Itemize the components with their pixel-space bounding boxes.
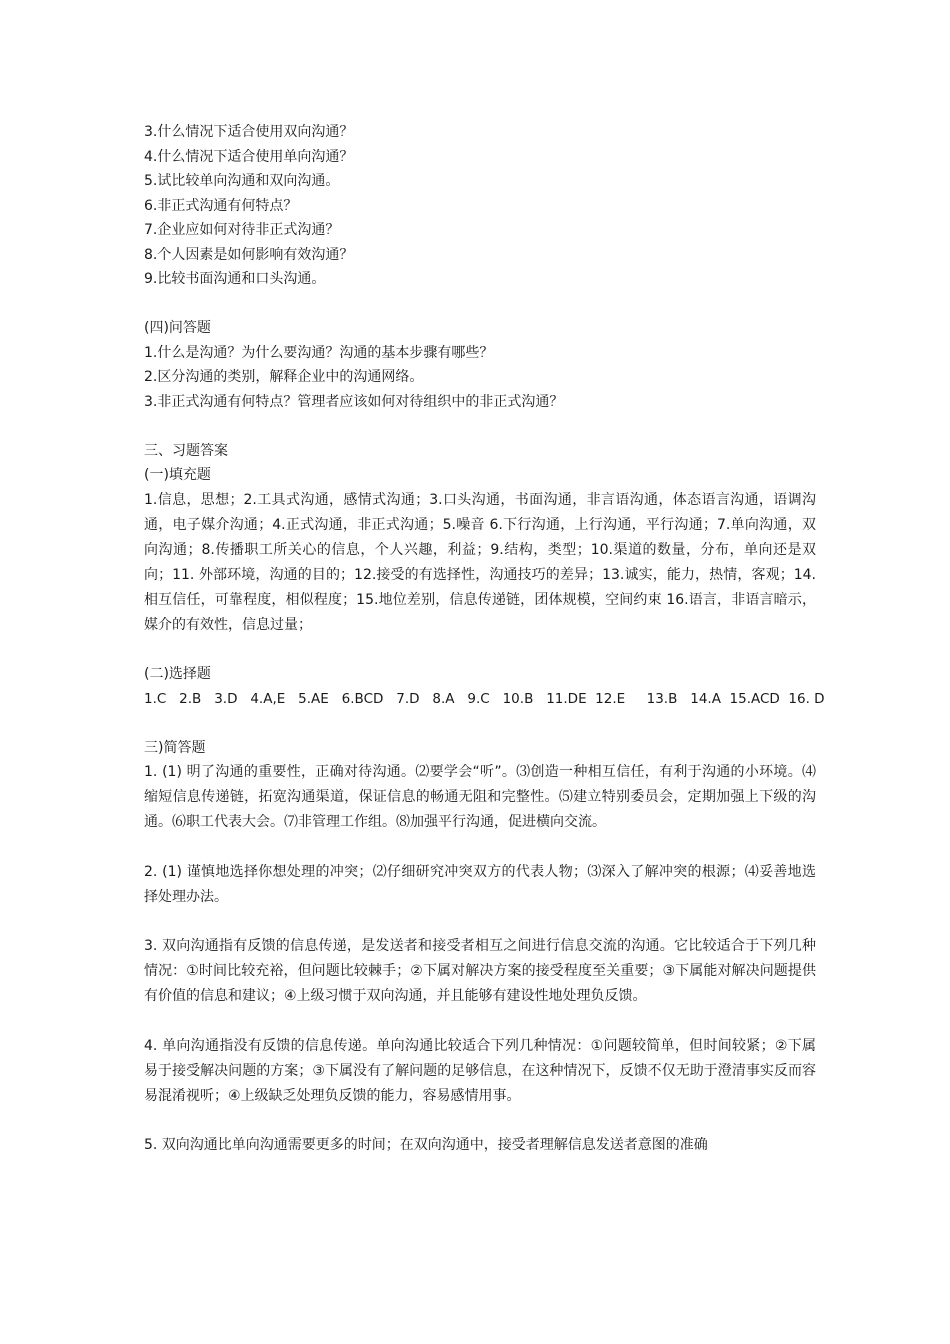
choice-heading: (二)选择题 (144, 666, 211, 682)
page-content (144, 120, 825, 1158)
spacer (144, 1009, 816, 1034)
question-item: 5.试比较单向沟通和双向沟通。 (144, 173, 340, 189)
essay-item: 1.什么是沟通？为什么要沟通？沟通的基本步骤有哪些？ (144, 344, 494, 361)
spacer (144, 711, 816, 736)
short-answer: 1. (1) 明了沟通的重要性，正确对待沟通。⑵要学会“听”。⑶创造一种相互信任，有利于沟通的小环境。⑷缩短信息传递链，拓宽沟通渠道，保证信息的畅通无阻和完整性。⑸建立特别委员会，定期加强上下级的沟通。⑹职工代表大会。⑺非管理工作组。⑻加强平行沟通，促进横向交流。 (144, 764, 816, 830)
short-answer: 3. 双向沟通指有反馈的信息传递，是发送者和接受者相互之间进行信息交流的沟通。它比较适合于下列几种情况：①时间比较充裕，但问题比较棘手；②下属对解决方案的接受程度至关重要；③下属能对解决问题提供有价值的信息和建议；④上级习惯于双向沟通，并且能够有建设性地处理负反馈。 (144, 938, 816, 1004)
spacer (144, 1109, 816, 1134)
spacer (144, 292, 816, 317)
question-item: 7.企业应如何对待非正式沟通？ (144, 222, 340, 238)
choice-answers: 1.C 2.B 3.D 4.A,E 5.AE 6.BCD 7.D 8.A 9.C 10.B 11.DE 12.E 13.B 14.A 15.ACD 16. D (144, 690, 825, 707)
fill-answers: 1.信息，思想；2.工具式沟通，感情式沟通；3.口头沟通，书面沟通，非言语沟通，体态语言沟通，语调沟通，电子媒介沟通；4.正式沟通，非正式沟通；5.噪音 6.下行沟通，上行沟通，平行沟通；7.单向沟通，双向沟通；8.传播职工所关心的信息，个人兴趣，利益；9.结构，类型；10.渠道的数量，分布，单向还是双向；11. 外部环境，沟通的目的；12.接受的有选择性，沟通技巧的差异；13.诚实，能力，热情，客观；14.相互信任，可靠程度，相似程度；15.地位差别，信息传递链，团体规模，空间约束 16.语言，非语言暗示，媒介的有效性，信息过量； (144, 491, 816, 633)
spacer (144, 414, 816, 439)
essay-item: 3.非正式沟通有何特点？管理者应该如何对待组织中的非正式沟通？ (144, 393, 564, 410)
essay-heading: (四)问答题 (144, 320, 211, 336)
spacer (144, 910, 816, 935)
spacer (144, 638, 816, 663)
short-heading: 三)简答题 (144, 739, 206, 756)
spacer (144, 835, 816, 860)
fill-heading: (一)填充题 (144, 467, 211, 483)
short-answer: 2. (1) 谨慎地选择你想处理的冲突；⑵仔细研究冲突双方的代表人物；⑶深入了解冲突的根源；⑷妥善地选择处理办法。 (144, 863, 816, 905)
answers-section-title: 三、习题答案 (144, 442, 228, 459)
question-item: 9.比较书面沟通和口头沟通。 (144, 271, 326, 287)
question-item: 4.什么情况下适合使用单向沟通？ (144, 148, 354, 165)
short-answer: 4. 单向沟通指没有反馈的信息传递。单向沟通比较适合下列几种情况：①问题较简单，但时间较紧；②下属易于接受解决问题的方案；③下属没有了解问题的足够信息，在这种情况下，反馈不仅无助于澄清事实反而容易混淆视听；④上级缺乏处理负反馈的能力，容易感情用事。 (144, 1037, 816, 1104)
question-item: 3.什么情况下适合使用双向沟通？ (144, 124, 354, 140)
essay-item: 2.区分沟通的类别，解释企业中的沟通网络。 (144, 369, 424, 385)
question-item: 6.非正式沟通有何特点？ (144, 197, 298, 214)
short-answer: 5. 双向沟通比单向沟通需要更多的时间；在双向沟通中，接受者理解信息发送者意图的准确 (144, 1137, 708, 1153)
question-item: 8.个人因素是如何影响有效沟通？ (144, 246, 354, 263)
